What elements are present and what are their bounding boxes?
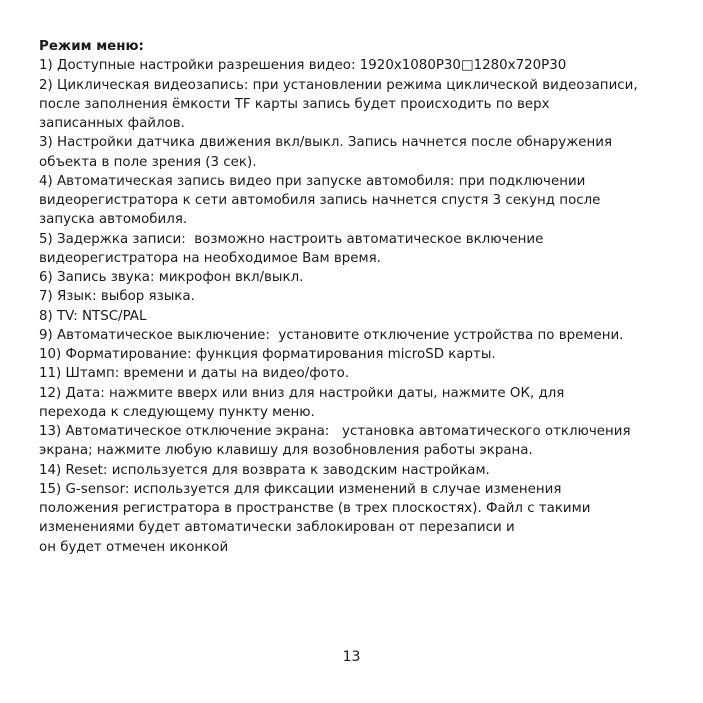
menu-item-line: 12) Дата: нажмите вверх или вниз для настройки даты, нажмите ОК, для [39,385,565,401]
page-number: 13 [342,649,361,665]
menu-item-line: 3) Настройки датчика движения вкл/выкл. Запись начнется после обнаружения [39,135,613,151]
menu-item-14 [39,461,679,480]
menu-item-6 [39,268,679,287]
menu-item-line: 4) Автоматическая запись видео при запуске автомобиля: при подключении [39,173,586,189]
menu-item-13 [39,422,679,461]
document-page [39,37,679,557]
menu-item-15 [39,480,679,557]
menu-item-line: 13) Автоматическое отключение экрана: установка автоматического отключения [39,424,631,439]
menu-item-12 [39,384,679,423]
menu-item-line: перехода к следующему пункту меню. [39,404,315,420]
menu-items-list [39,56,679,557]
menu-item-line: 11) Штамп: времени и даты на видео/фото. [39,366,350,382]
menu-item-10 [39,345,679,364]
menu-item-line: 5) Задержка записи: возможно настроить автоматическое включение [39,231,544,247]
section-heading: Режим меню: [39,39,144,54]
menu-item-line: экрана; нажмите любую клавишу для возобновления работы экрана. [39,443,533,459]
menu-item-line: 9) Автоматическое выключение: установите отключение устройства по времени. [39,327,624,343]
menu-item-line: он будет отмечен иконкой [39,539,229,555]
menu-item-11 [39,364,679,383]
menu-item-line: 15) G-sensor: используется для фиксации изменений в случае изменения [39,481,562,497]
menu-item-line: 2) Циклическая видеозапись: при установлении режима циклической видеозаписи, [39,77,638,93]
menu-item-line: после заполнения ёмкости TF карты запись будет происходить по верх [39,96,550,112]
menu-item-line: видеорегистратора на необходимое Вам время. [39,250,381,266]
menu-item-4 [39,172,679,230]
menu-item-9 [39,326,679,345]
menu-item-line: положения регистратора в пространстве (в трех плоскостях). Файл с такими [39,501,591,516]
menu-item-line: 8) TV: NTSC/PAL [39,308,147,324]
menu-item-line: записанных файлов. [39,116,185,131]
menu-item-line: видеорегистратора к сети автомобиля запись начнется спустя 3 секунд после [39,193,601,208]
menu-item-1 [39,56,679,75]
menu-item-line: объекта в поле зрения (3 сек). [39,154,257,170]
menu-item-line: 10) Форматирование: функция форматирования microSD карты. [39,347,496,362]
menu-item-line: 14) Reset: используется для возврата к заводским настройкам. [39,462,490,478]
menu-item-line: 7) Язык: выбор языка. [39,289,195,305]
menu-item-2 [39,76,679,134]
menu-item-line: запуска автомобиля. [39,212,188,228]
menu-item-5 [39,230,679,269]
menu-item-7 [39,287,679,306]
menu-item-3 [39,133,679,172]
menu-item-8 [39,307,679,326]
menu-item-line: 6) Запись звука: микрофон вкл/выкл. [39,270,304,285]
menu-item-line: 1) Доступные настройки разрешения видео: 1920x1080P30□1280x720P30 [39,58,567,74]
menu-item-line: изменениями будет автоматически заблокирован от перезаписи и [39,520,515,536]
